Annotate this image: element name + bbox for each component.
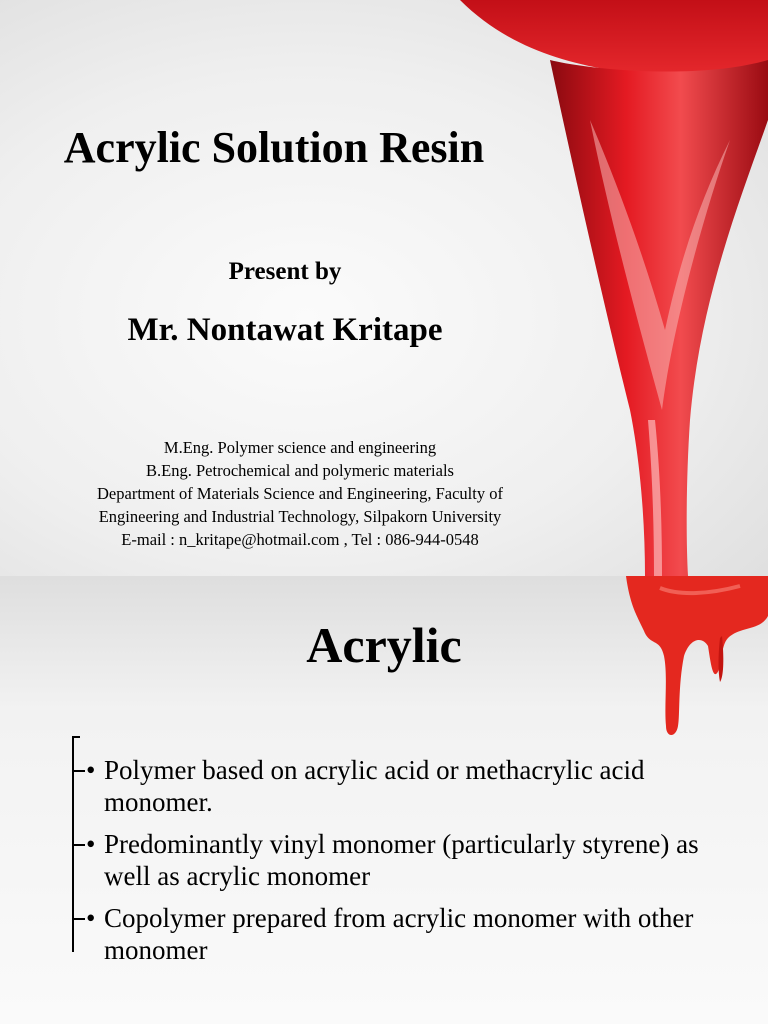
credit-line: B.Eng. Petrochemical and polymeric materials bbox=[146, 461, 454, 480]
acrylic-slide bbox=[0, 576, 768, 1024]
slide-title: Acrylic Solution Resin bbox=[63, 123, 485, 172]
list-item: • Polymer based on acrylic acid or methacrylic acid monomer. bbox=[70, 754, 750, 818]
credit-line: Engineering and Industrial Technology, Silpakorn University bbox=[98, 507, 502, 526]
bullet-text: Polymer based on acrylic acid or methacrylic acid monomer. bbox=[104, 755, 645, 817]
presenter-name: Mr. Nontawat Kritape bbox=[127, 312, 443, 348]
list-item: • Copolymer prepared from acrylic monomer with other monomer bbox=[70, 902, 750, 966]
present-by-label: Present by bbox=[228, 258, 342, 285]
credit-line: M.Eng. Polymer science and engineering bbox=[163, 438, 437, 457]
bullet-bracket-top bbox=[72, 736, 80, 738]
bullet-list bbox=[70, 754, 750, 976]
slide-title: Acrylic bbox=[306, 617, 462, 673]
bullet-text: Copolymer prepared from acrylic monomer with other monomer bbox=[104, 903, 694, 965]
credit-line: Department of Materials Science and Engineering, Faculty of bbox=[97, 484, 503, 503]
credit-line: E-mail : n_kritape@hotmail.com , Tel : 086-944-0548 bbox=[121, 530, 479, 549]
bullet-text: Predominantly vinyl monomer (particularly styrene) as well as acrylic monomer bbox=[104, 829, 699, 891]
presenter-credits bbox=[30, 436, 570, 551]
list-item: • Predominantly vinyl monomer (particularly styrene) as well as acrylic monomer bbox=[70, 828, 750, 892]
